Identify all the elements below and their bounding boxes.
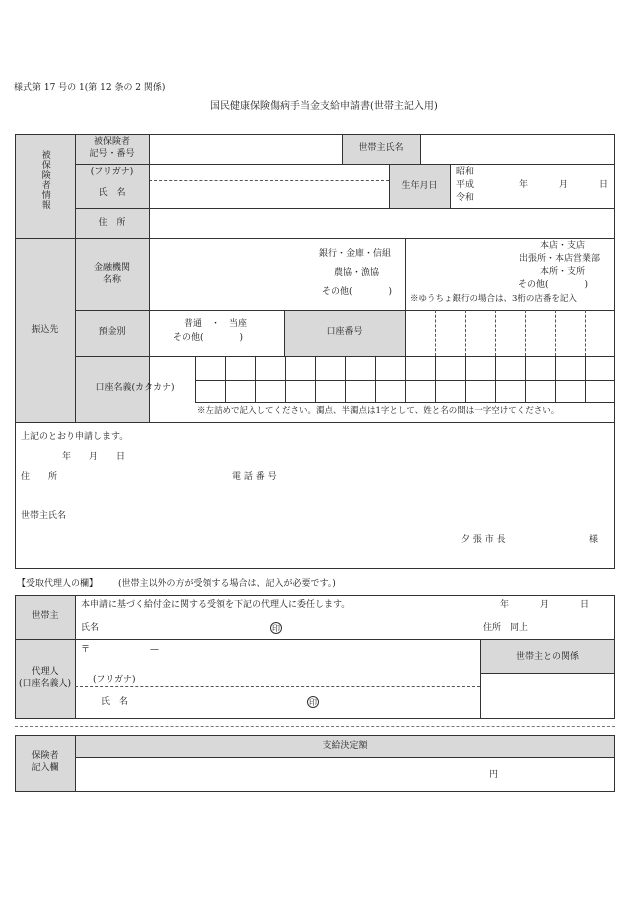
- yen-unit: 円: [489, 770, 499, 780]
- account-number-field[interactable]: [406, 311, 614, 355]
- delegation-month-unit: 月: [540, 600, 550, 610]
- proxy-heading: 【受取代理人の欄】: [17, 579, 99, 589]
- agent-name-field[interactable]: [76, 687, 479, 718]
- account-number-label: 口座番号: [326, 327, 363, 337]
- birth-year-unit: 年: [519, 180, 529, 190]
- bank-types-1: 銀行・金庫・信組: [319, 249, 392, 259]
- era-heisei: 平成: [456, 180, 475, 190]
- holder-note: ※左詰めで記入してください。濁点、半濁点は1字として、姓と名の間は一字空けてください。: [197, 406, 560, 416]
- era-reiwa: 令和: [456, 193, 475, 203]
- bank-types-3: その他( ): [322, 287, 393, 297]
- symbol-number-label-2: 記号・番号: [89, 149, 135, 159]
- amount-field[interactable]: [76, 758, 614, 791]
- proxy-address-same: 住所 同上: [483, 623, 529, 633]
- postal-mark: 〒: [81, 645, 91, 655]
- application-head-name-label: 世帯主氏名: [21, 511, 67, 521]
- honorific: 様: [589, 535, 599, 545]
- insured-section-label: 被保険者情報: [39, 150, 50, 210]
- insurer-label-2: 記入欄: [31, 763, 59, 773]
- delegation-day-unit: 日: [580, 600, 590, 610]
- proxy-head-name-label: 氏名: [81, 623, 100, 633]
- holder-label: 口座名義(カタカナ): [95, 383, 175, 393]
- bank-types-2: 農協・漁協: [334, 268, 380, 278]
- relation-label: 世帯主との関係: [515, 652, 579, 662]
- proxy-head-label: 世帯主: [31, 611, 59, 621]
- application-box: [15, 423, 615, 569]
- form-number: 様式第 17 号の 1(第 12 条の 2 関係): [14, 83, 166, 93]
- deposit-label: 預金別: [98, 327, 126, 337]
- proxy-heading-note: (世帯主以外の方が受領する場合は、記入が必要です。): [118, 579, 336, 589]
- branch-types-2: 出張所・本店営業部: [519, 254, 601, 264]
- form-title: 国民健康保険傷病手当金支給申請書(世帯主記入用): [210, 101, 438, 112]
- deposit-types-2: その他( ): [173, 333, 244, 343]
- application-phone-label: 電 話 番 号: [232, 472, 277, 482]
- symbol-number-label-1: 被保険者: [93, 137, 130, 147]
- insurer-label-1: 保険者: [31, 751, 59, 761]
- agent-furigana-label: (フリガナ): [93, 675, 136, 685]
- agent-name-label: 氏 名: [101, 697, 129, 707]
- head-seal-mark: 印: [272, 624, 280, 633]
- furigana-label: (フリガナ): [90, 167, 134, 177]
- transfer-section-label: 振込先: [31, 325, 59, 335]
- branch-types-1: 本店・支店: [540, 241, 586, 251]
- address-field[interactable]: [150, 209, 614, 237]
- agent-label-2: (口座名義人): [18, 679, 72, 689]
- application-statement: 上記のとおり申請します。: [21, 432, 129, 442]
- branch-types-4: その他( ): [518, 280, 589, 290]
- relation-field[interactable]: [481, 674, 614, 718]
- postal-dash: —: [150, 645, 159, 655]
- birth-day-unit: 日: [599, 180, 609, 190]
- delegation-year-unit: 年: [500, 600, 510, 610]
- agent-seal-mark: 印: [309, 698, 317, 707]
- amount-label: 支給決定額: [322, 741, 368, 751]
- holder-name-field[interactable]: [196, 357, 614, 401]
- birth-month-unit: 月: [559, 180, 569, 190]
- era-showa: 昭和: [456, 167, 475, 177]
- symbol-number-field[interactable]: [150, 135, 341, 163]
- addressee: 夕 張 市 長: [461, 535, 506, 545]
- agent-address-field[interactable]: [76, 640, 479, 685]
- name-field[interactable]: [150, 181, 388, 207]
- cut-line: [15, 726, 615, 727]
- furigana-field[interactable]: [150, 165, 388, 180]
- head-name-field[interactable]: [421, 135, 614, 163]
- deposit-types-1: 普通 ・ 当座: [184, 319, 248, 329]
- application-address-label: 住 所: [21, 472, 58, 482]
- address-label: 住 所: [98, 218, 126, 228]
- yucho-note: ※ゆうちょ銀行の場合は、3桁の店番を記入: [410, 294, 577, 304]
- agent-label-1: 代理人: [31, 667, 59, 677]
- name-label: 氏 名: [98, 188, 126, 198]
- institution-label-1: 金融機関: [93, 263, 130, 273]
- birthdate-label: 生年月日: [401, 181, 438, 191]
- delegation-text: 本申請に基づく給付金に関する受領を下記の代理人に委任します。: [81, 600, 351, 610]
- branch-types-3: 本所・支所: [540, 267, 586, 277]
- application-date: 年 月 日: [62, 452, 126, 462]
- institution-label-2: 名称: [102, 275, 121, 285]
- head-name-label: 世帯主氏名: [358, 143, 404, 153]
